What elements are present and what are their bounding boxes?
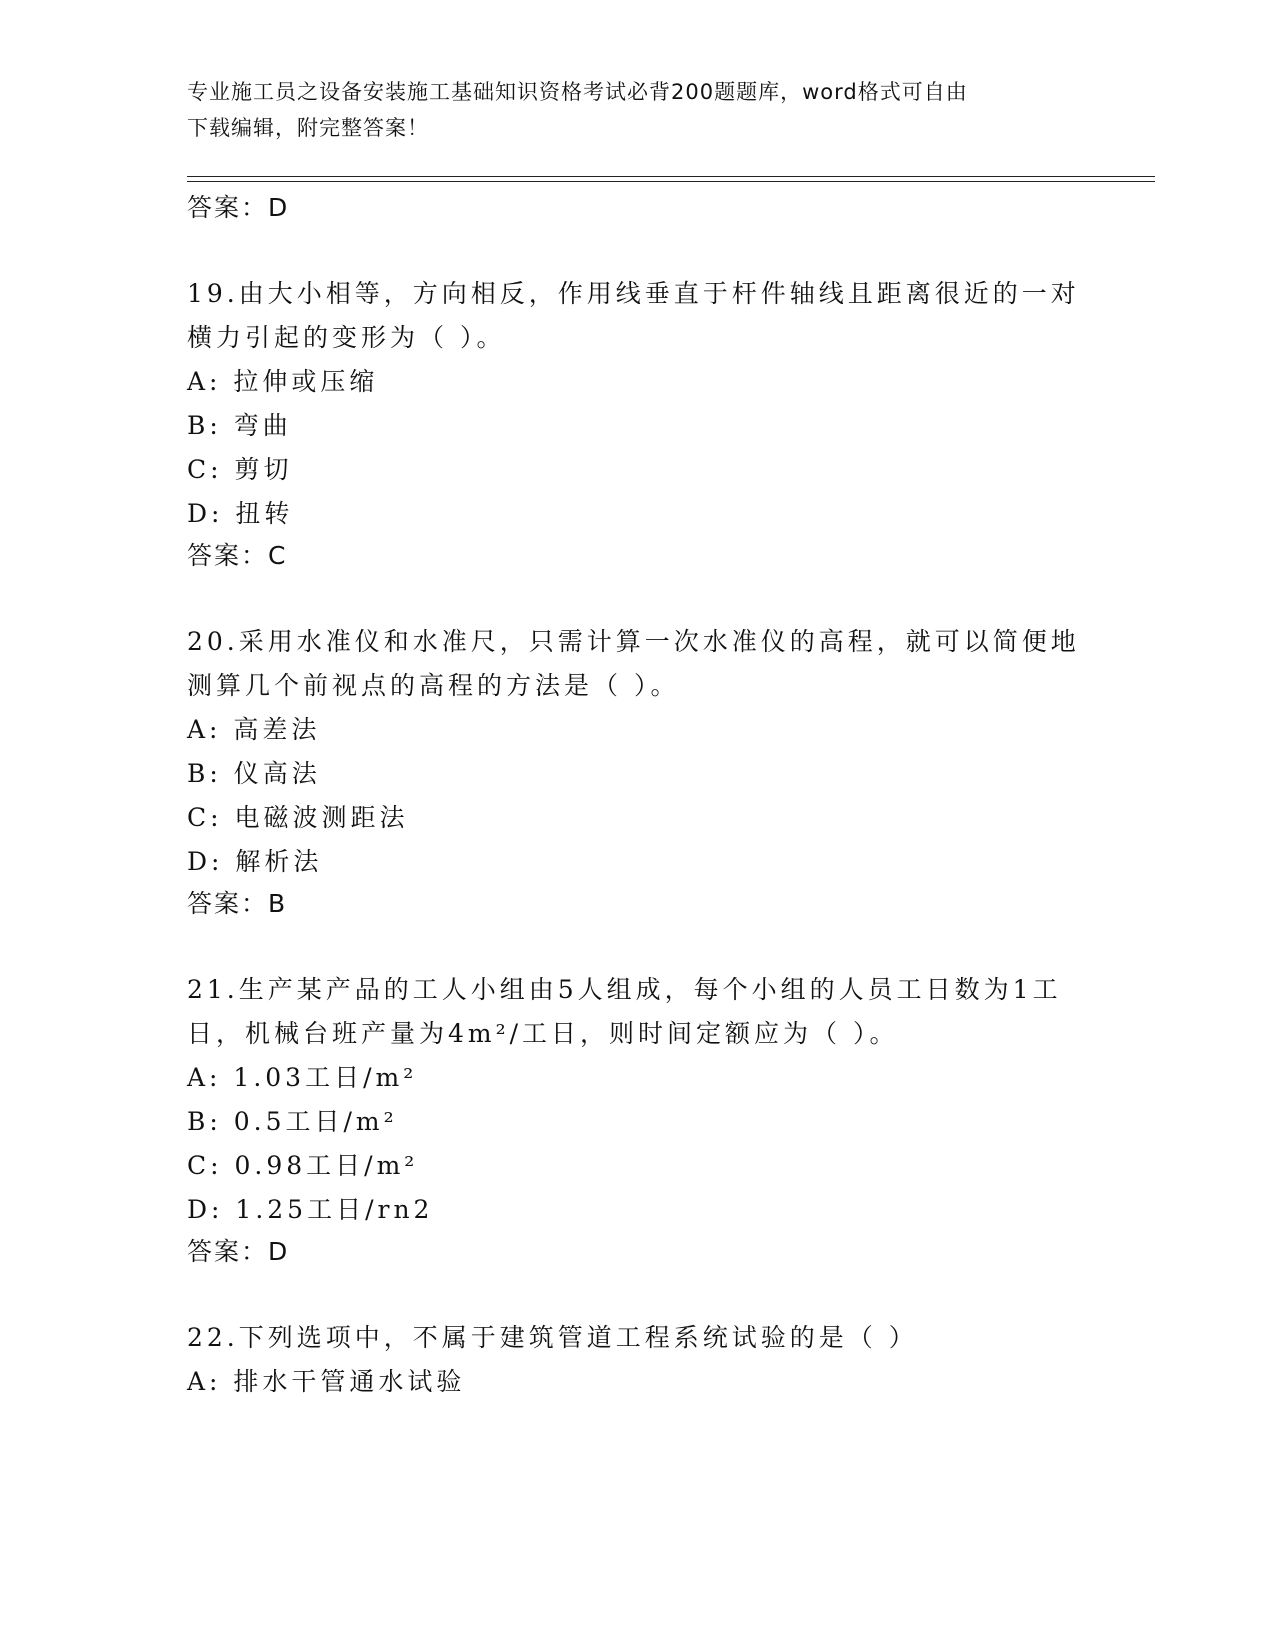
q19-option-c: C: 剪切 <box>187 455 293 484</box>
q21-text-line-1: 21.生产某产品的工人小组由5人组成，每个小组的人员工日数为1工 <box>187 975 1062 1004</box>
q19-text-line-1: 19.由大小相等，方向相反，作用线垂直于杆件轴线且距离很近的一对 <box>187 279 1080 308</box>
q21-option-b: B: 0.5工日/m² <box>187 1107 398 1136</box>
q19-option-d: D: 扭转 <box>187 499 294 528</box>
document-header <box>187 74 1087 146</box>
q22-text-line-1: 22.下列选项中，不属于建筑管道工程系统试验的是（ ） <box>187 1323 918 1352</box>
q21-option-c: C: 0.98工日/m² <box>187 1151 419 1180</box>
q19-option-b: B: 弯曲 <box>187 411 292 440</box>
q19-answer: 答案：C <box>187 541 288 570</box>
q20-option-b: B: 仪高法 <box>187 759 321 788</box>
q21-text-line-2: 日，机械台班产量为4m²/工日，则时间定额应为（ ）。 <box>187 1019 899 1048</box>
q20-option-d: D: 解析法 <box>187 847 323 876</box>
header-line-2: 下载编辑，附完整答案！ <box>187 116 429 140</box>
q20-answer: 答案：B <box>187 889 288 918</box>
q21-option-a: A: 1.03工日/m² <box>187 1063 418 1092</box>
previous-answer: 答案：D <box>187 193 290 222</box>
q21-answer: 答案：D <box>187 1237 290 1266</box>
q20-option-a: A: 高差法 <box>187 715 321 744</box>
q20-option-c: C: 电磁波测距法 <box>187 803 409 832</box>
q19-option-a: A: 拉伸或压缩 <box>187 367 379 396</box>
q22-option-a: A: 排水干管通水试验 <box>187 1367 466 1396</box>
q20-text-line-1: 20.采用水准仪和水准尺，只需计算一次水准仪的高程，就可以简便地 <box>187 627 1080 656</box>
q20-text-line-2: 测算几个前视点的高程的方法是（ ）。 <box>187 671 680 700</box>
q19-text-line-2: 横力引起的变形为（ ）。 <box>187 323 506 352</box>
q21-option-d: D: 1.25工日/rn2 <box>187 1195 434 1224</box>
header-line-1: 专业施工员之设备安装施工基础知识资格考试必背200题题库，word格式可自由 <box>187 80 968 104</box>
header-rule-bottom <box>187 181 1155 182</box>
header-rule-top <box>187 176 1155 177</box>
